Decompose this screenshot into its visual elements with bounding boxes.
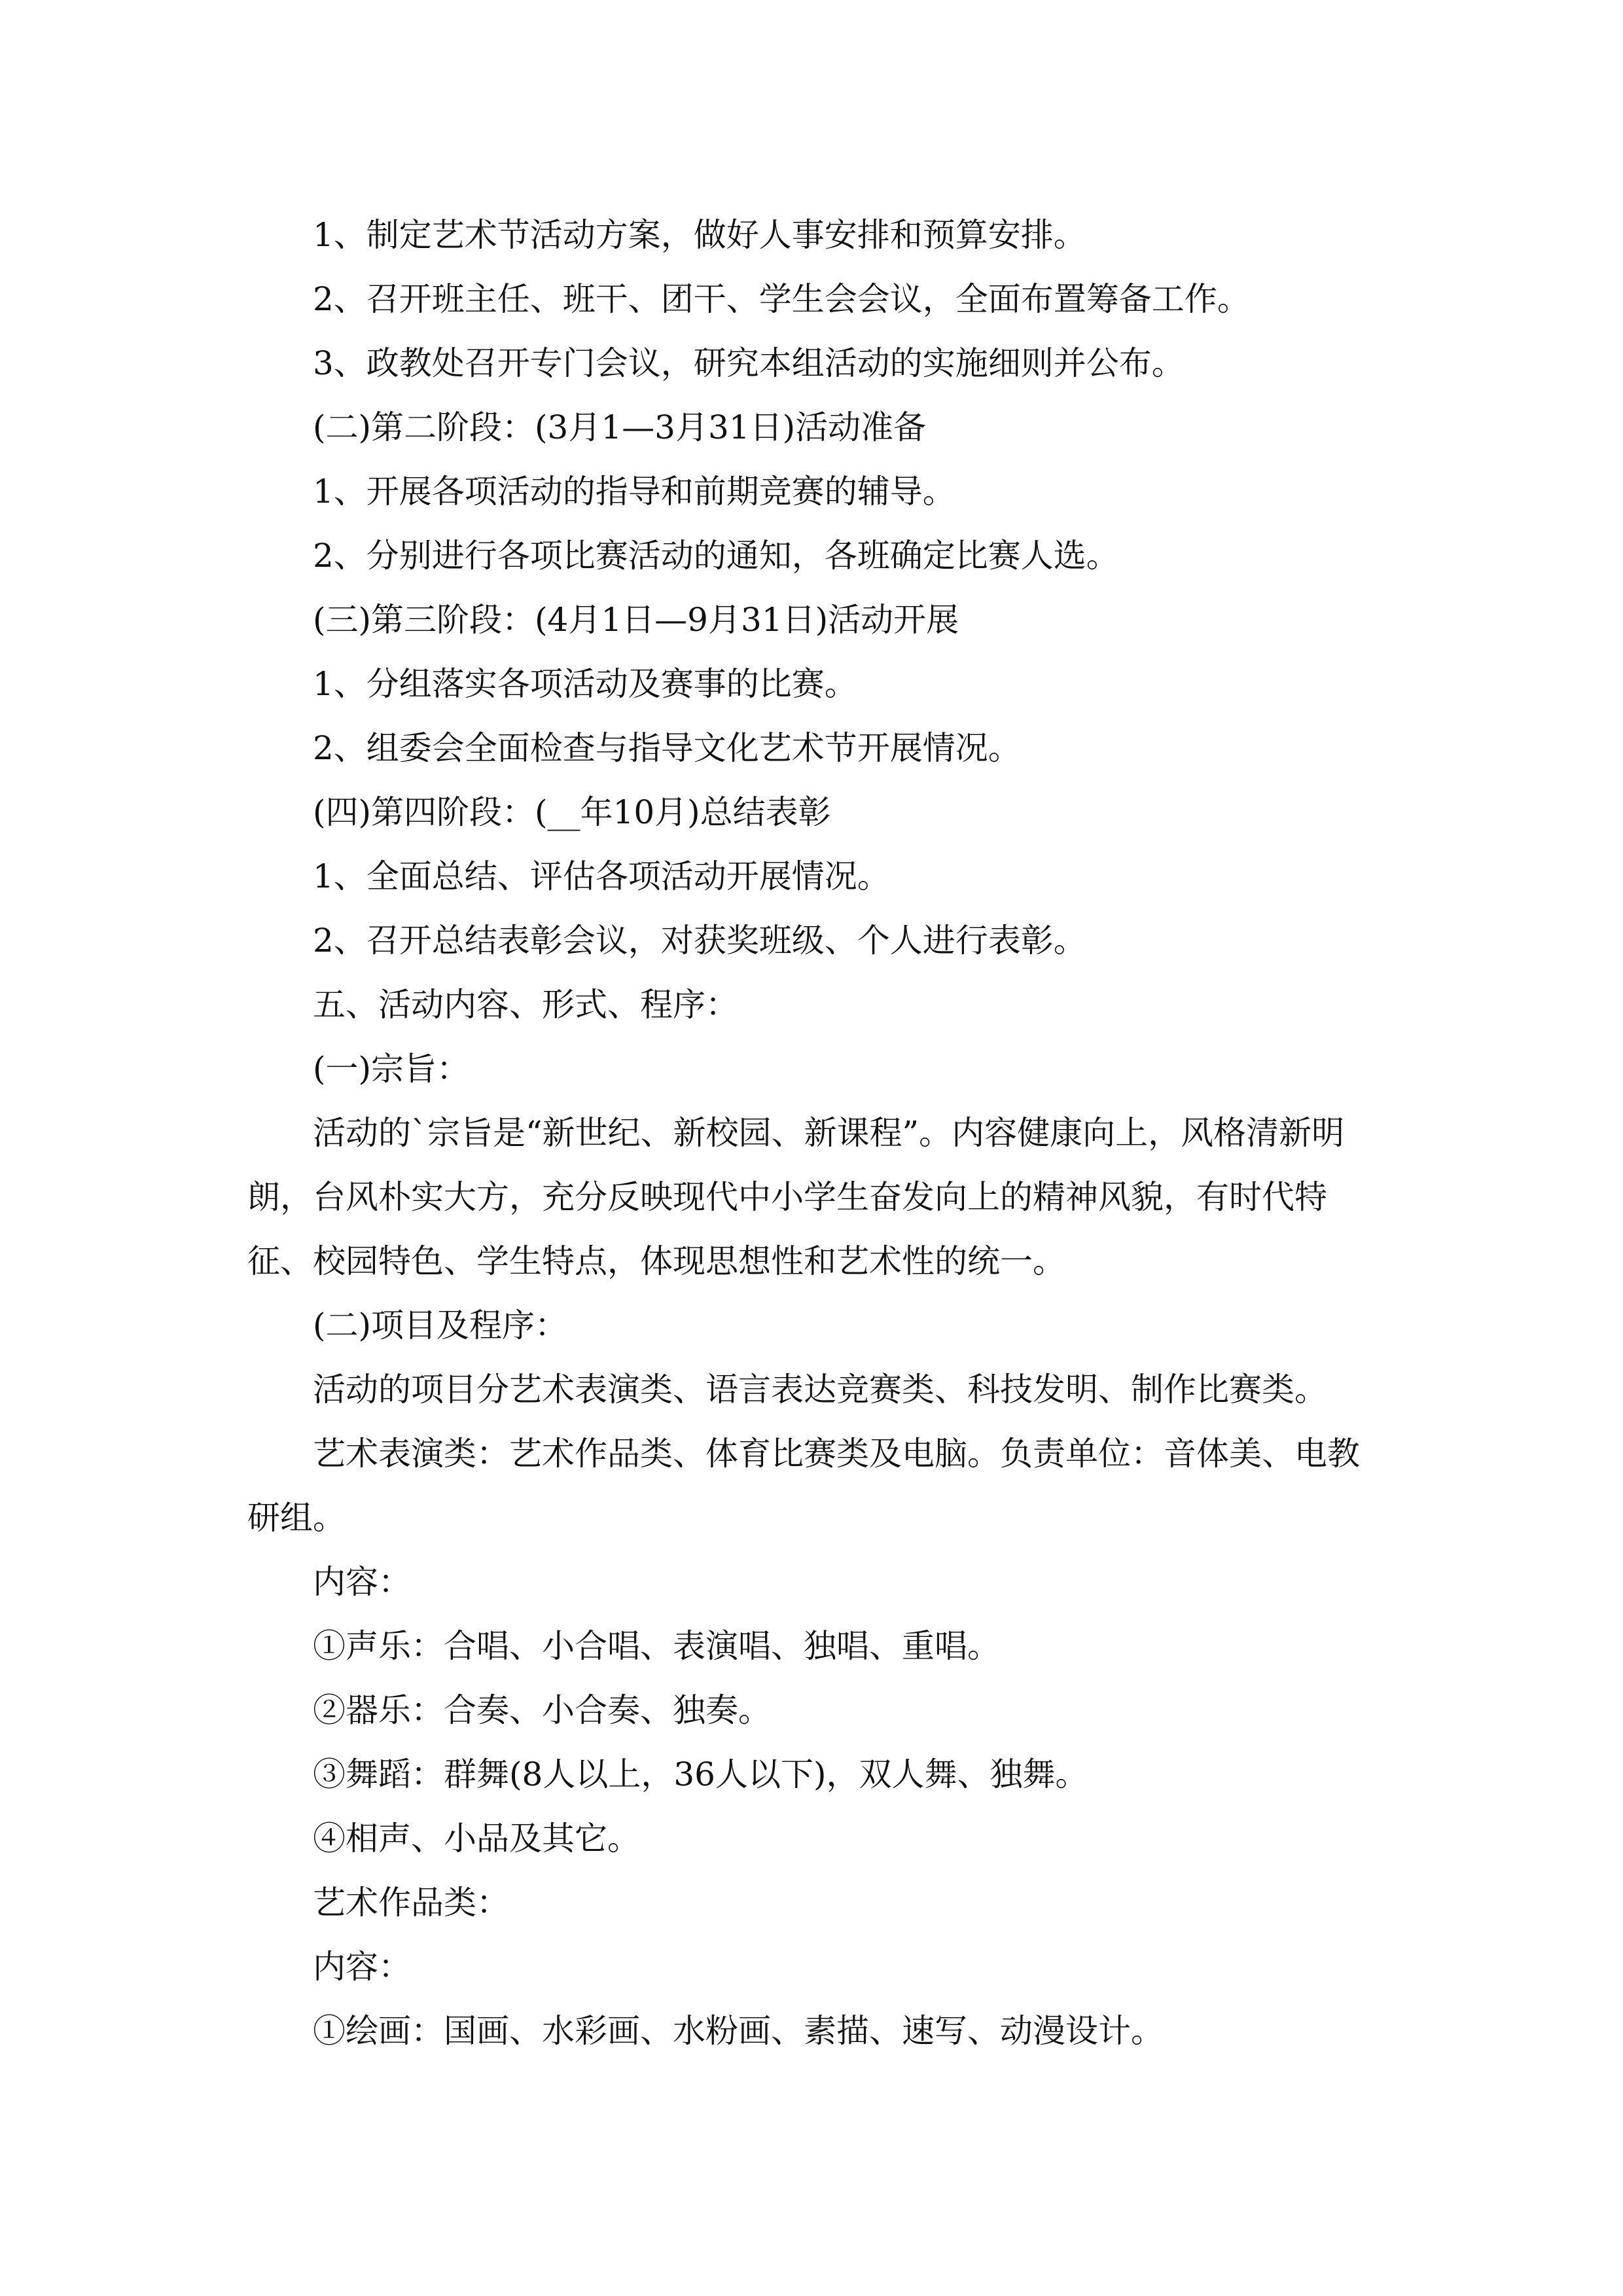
document-body [247, 203, 1380, 2063]
paragraph: 艺术表演类：艺术作品类、体育比赛类及电脑。负责单位：音体美、电教研组。 [247, 1435, 1360, 1537]
paragraph: 内容： [313, 1563, 411, 1601]
section-heading: (一)宗旨： [313, 1050, 470, 1088]
paragraph: 活动的`宗旨是“新世纪、新校园、新课程”。内容健康向上，风格清新明朗，台风朴实大方，充分反映现代中小学生奋发向上的精神风貌，有时代特征、校园特色、学生特点，体现思想性和艺术性的统一。 [247, 1114, 1345, 1280]
section-heading: 五、活动内容、形式、程序： [313, 986, 738, 1024]
paragraph: 活动的项目分艺术表演类、语言表达竞赛类、科技发明、制作比赛类。 [313, 1371, 1327, 1408]
list-item: ①声乐：合唱、小合唱、表演唱、独唱、重唱。 [313, 1627, 1000, 1665]
paragraph: 1、分组落实各项活动及赛事的比赛。 [313, 665, 857, 703]
section-heading: (三)第三阶段：(4月1日—9月31日)活动开展 [313, 601, 959, 639]
list-item: ①绘画：国画、水彩画、水粉画、素描、速写、动漫设计。 [313, 2012, 1164, 2050]
paragraph: 艺术作品类： [313, 1884, 509, 1922]
paragraph: 1、全面总结、评估各项活动开展情况。 [313, 857, 890, 895]
paragraph: 1、制定艺术节活动方案，做好人事安排和预算安排。 [313, 216, 1086, 254]
list-item: ④相声、小品及其它。 [313, 1820, 640, 1857]
paragraph: 2、召开班主任、班干、团干、学生会会议，全面布置筹备工作。 [313, 280, 1250, 318]
list-item: ③舞蹈：群舞(8人以上，36人以下)，双人舞、独舞。 [313, 1755, 1088, 1793]
paragraph: 2、分别进行各项比赛活动的通知，各班确定比赛人选。 [313, 537, 1119, 575]
paragraph: 2、组委会全面检查与指导文化艺术节开展情况。 [313, 729, 1021, 767]
list-item: ②器乐：合奏、小合奏、独奏。 [313, 1691, 771, 1729]
section-heading: (四)第四阶段：(__年10月)总结表彰 [313, 793, 831, 831]
paragraph: 3、政教处召开专门会议，研究本组活动的实施细则并公布。 [313, 344, 1185, 382]
paragraph: 内容： [313, 1948, 411, 1986]
paragraph: 1、开展各项活动的指导和前期竞赛的辅导。 [313, 473, 955, 511]
paragraph: 2、召开总结表彰会议，对获奖班级、个人进行表彰。 [313, 922, 1086, 960]
section-heading: (二)项目及程序： [313, 1306, 568, 1344]
section-heading: (二)第二阶段：(3月1—3月31日)活动准备 [313, 408, 927, 446]
